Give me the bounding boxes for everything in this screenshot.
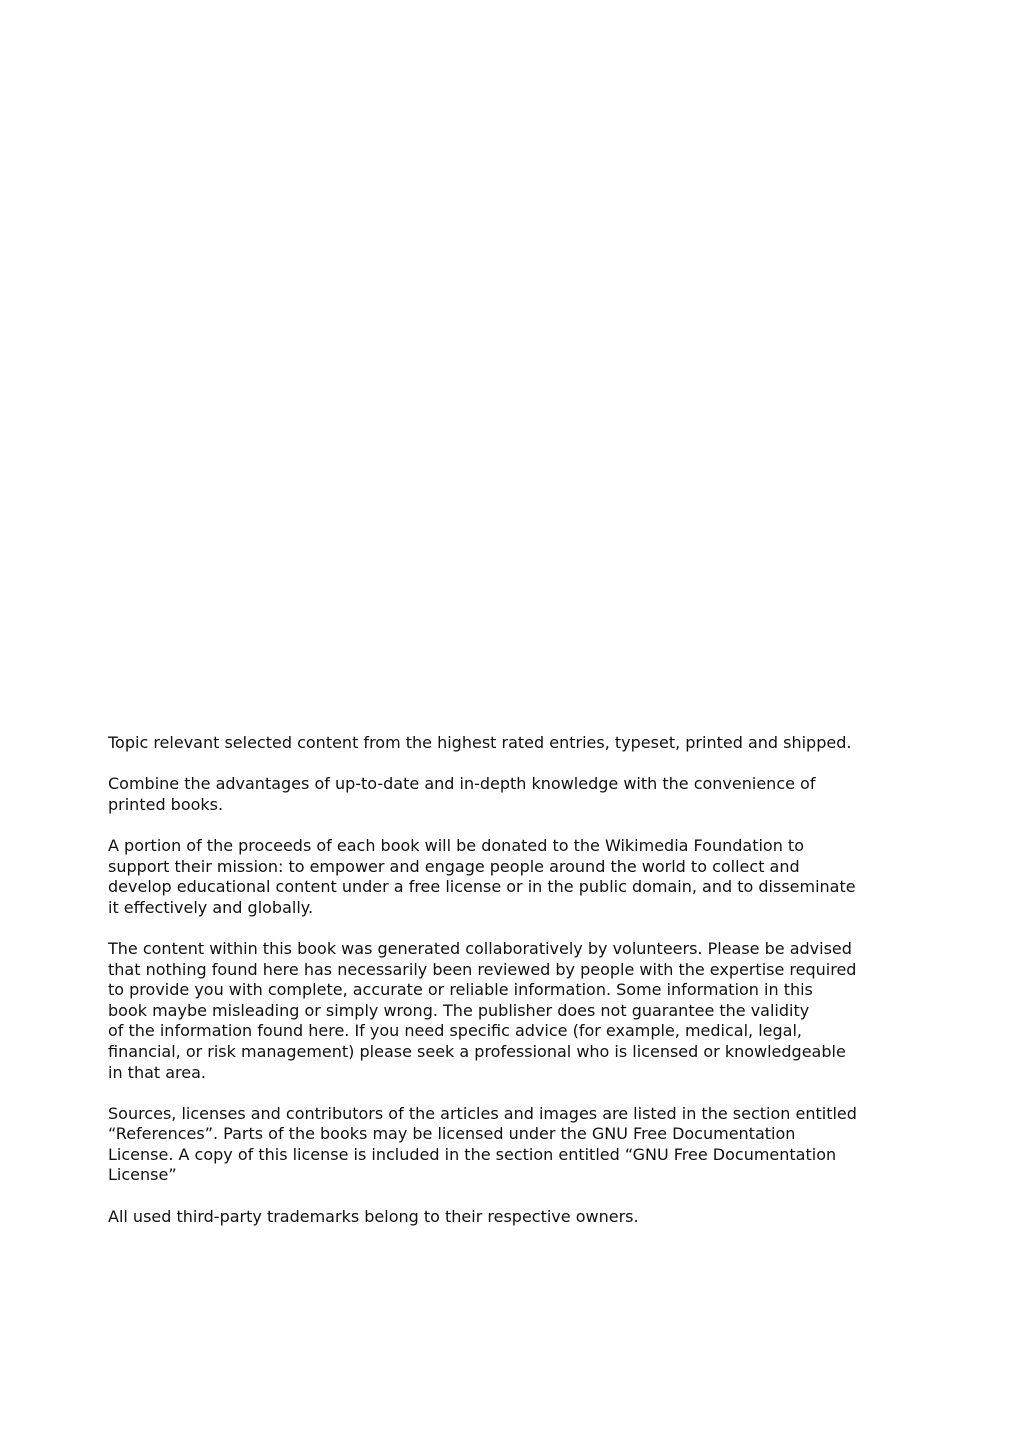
paragraph-trademarks: All used third-party trademarks belong to their respective owners. <box>108 1206 639 1226</box>
paragraph-proceeds: A portion of the proceeds of each book will be donated to the Wikimedia Foundation to support their mission: to empower and engage people around the world to collect and develop educational content under a free license or in the public domain, and to disseminate it effectively and globally. <box>108 835 856 917</box>
paragraph-advantages: Combine the advantages of up-to-date and in-depth knowledge with the convenience of printed books. <box>108 774 816 814</box>
paragraph-topic-relevant: Topic relevant selected content from the highest rated entries, typeset, printed and shipped. <box>108 733 852 752</box>
disclaimer-text-block <box>108 733 923 1227</box>
paragraph-content-disclaimer: The content within this book was generated collaboratively by volunteers. Please be advised that nothing found here has necessarily been reviewed by people with the expertise required to provide you with complete, accurate or reliable information. Some information in this book maybe misleading or simply wrong. The publisher does not guarantee the validity of the information found here. If you need specific advice (for example, medical, legal, financial, or risk management) please seek a professional who is licensed or knowledgeable in that area. <box>108 938 857 1082</box>
paragraph-sources-licenses: Sources, licenses and contributors of the articles and images are listed in the section entitled “References”. Parts of the books may be licensed under the GNU Free Documentation License. A copy of this license is included in the section entitled “GNU Free Documentation License” <box>108 1103 857 1185</box>
